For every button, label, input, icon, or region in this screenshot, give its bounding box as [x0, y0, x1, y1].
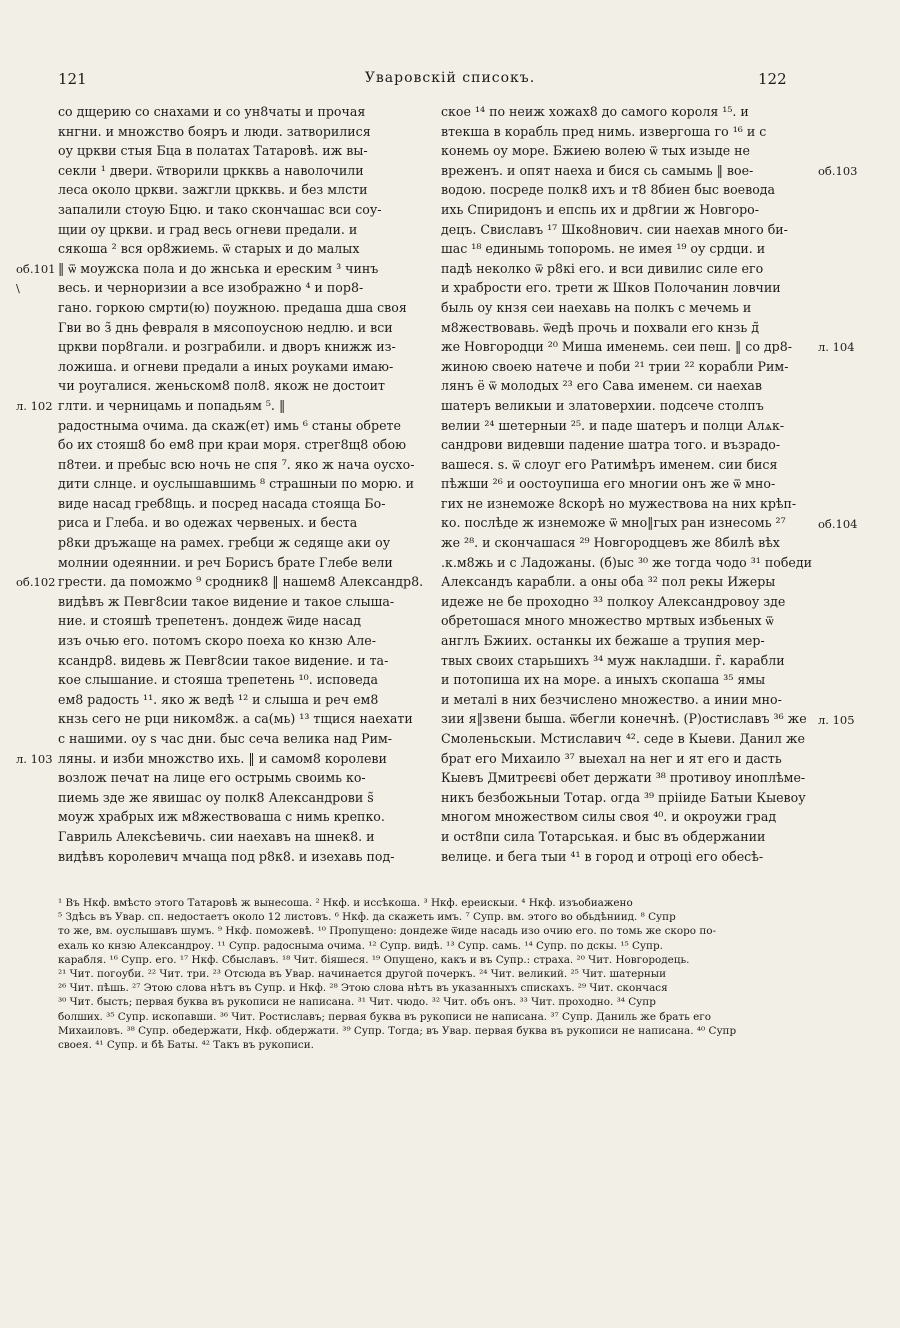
text-line: и потопиша их на море. а иныхъ скопаша ³⁵ ямы: [441, 672, 766, 688]
footnote-line: болших. ³⁵ Супр. ископавши. ³⁶ Чит. Ростиславъ; первая буква въ рукописи не написана. ³⁷ Супр. Даниль же брать его: [58, 1010, 711, 1023]
text-line: и металі в них безчислено множество. а инии мно-: [441, 691, 782, 707]
text-line: конемь оу море. Бжиею волею ѿ тых изыде не: [441, 143, 751, 159]
footnote-line: ⁵ Здѣсь въ Увар. сп. недостаетъ около 12 листовъ. ⁶ Нкф. да скажеть имъ. ⁷ Супр. вм. этого во обьдѣниид. ⁸ Супр: [58, 911, 676, 924]
text-line: чи роугалися. женьском8 пол8. якож не достоит: [58, 378, 386, 394]
text-line: грести. да поможмо ⁹ сродник8 ‖ нашем8 Александр8.: [58, 574, 424, 590]
text-line: возлож печат на лице его острымь своимь ко-: [58, 770, 366, 786]
text-line: секли ¹ двери. ѿтворили цркквь а наволочили: [58, 162, 364, 178]
text-line: падѣ неколко ѿ р8кі его. и вси дивилис силе его: [441, 260, 764, 276]
text-line: риса и Глеба. и во одежах червеных. и беста: [58, 515, 358, 531]
text-line: и ост8пи сила Тотарськая. и быс въ обдержании: [441, 828, 766, 844]
text-line: изъ очью его. потомъ скоро поеха ко кнзю Але-: [58, 633, 376, 649]
text-line: м8жествовавь. ѿедѣ прочь и похвали его кнзь д̃: [441, 319, 759, 335]
footnote-line: Михаиловъ. ³⁸ Супр. обедержати, Нкф. обдержати. ³⁹ Супр. Тогда; въ Увар. первая буква въ рукописи не написана. ⁴⁰ Супр: [58, 1024, 737, 1037]
text-line: лянъ ё ѿ молодых ²³ его Сава именем. си наехав: [441, 378, 762, 394]
text-line: же ²⁸. и скончашася ²⁹ Новгородцевъ же 8билѣ вѣх: [441, 535, 780, 551]
text-line: Кыевъ Дмитреєві обет держати ³⁸ противоу иноплѣме-: [441, 770, 806, 786]
text-line: ксандр8. видевь ж Певг8сии такое видение. и та-: [58, 652, 389, 668]
text-line: шатеръ великыи и златоверхии. подсече столпъ: [441, 397, 764, 413]
folio-marker: л. 104: [818, 340, 855, 355]
text-line: кнгни. и множство бояръ и люди. затворилися: [58, 123, 371, 139]
text-line: водою. посреде полк8 ихъ и т8 8биен быс воевода: [441, 182, 776, 198]
footnote-line: карабля. ¹⁶ Супр. его. ¹⁷ Нкф. Сбыславъ. ¹⁸ Чит. біяшеся. ¹⁹ Опущено, какъ и въ Супр.: страха. ²⁰ Чит. Новгородець.: [58, 953, 690, 966]
text-line: .к.м8жь и с Ладожаны. (б)ыс ³⁰ же тогда чодо ³¹ победи: [441, 554, 813, 570]
text-line: вреженъ. и опят наеха и бися сь самымь ‖ вое-: [441, 162, 754, 178]
text-line: виде насад греб8щь. и посред насада стояща Бо-: [58, 495, 386, 511]
text-line: велице. и бега тыи ⁴¹ в город и отроці его обесѣ-: [441, 848, 764, 864]
text-line: гано. горкою смрти(ю) поужною. предаша дша своя: [58, 299, 407, 315]
text-line: велии ²⁴ шетерныи ²⁵. и паде шатеръ и полци Алѧк-: [441, 417, 785, 433]
text-line: и храбрости его. трети ж Шков Полочанин ловчии: [441, 280, 781, 296]
text-line: децъ. Свиславъ ¹⁷ Шко8нович. сии наехав много би-: [441, 221, 788, 237]
text-line: глти. и черницамь и попадьям ⁵. ‖: [58, 397, 286, 413]
text-line: ние. и стояшѣ трепетенъ. дондеж ѿиде насад: [58, 613, 361, 629]
text-line: брат его Михаило ³⁷ выехал на нег и ят его и дасть: [441, 750, 782, 766]
text-line: бо их стояш8 бо ем8 при краи моря. стрег8щ8 обою: [58, 437, 407, 453]
text-line: р8ки дръжаще на рамех. гребци ж седяще аки оу: [58, 535, 391, 551]
text-line: с нашими. оу s час дни. быс сеча велика над Рим-: [58, 731, 393, 746]
text-line: со дщерию со снахами и со ун8чаты и прочая: [58, 104, 366, 119]
footnote-line: своея. ⁴¹ Супр. и бѣ Баты. ⁴² Такъ въ рукописи.: [58, 1038, 314, 1051]
text-line: сандрови видевши падение шатра того. и възрадо-: [441, 437, 781, 453]
folio-marker: л. 105: [818, 712, 855, 727]
text-line: вашеся. s. ѿ слоуг его Ратимѣръ именем. сии бися: [441, 456, 778, 472]
text-line: никъ безбожьныи Тотар. огда ³⁹ прііиде Батыи Кыевоу: [441, 789, 806, 805]
footnote-line: ¹ Въ Нкф. вмѣсто этого Татаровѣ ж вынесоша. ² Нкф. и иссѣкоша. ³ Нкф. ереискыи. ⁴ Нкф. изъобиажено: [58, 897, 633, 909]
text-line: видѣвъ королевич мчаща под р8к8. и изехавь под-: [58, 848, 395, 864]
text-line: кнзь сего не рци ником8ж. а са(мь) ¹³ тщися наехати: [58, 711, 413, 727]
footnote-line: ²¹ Чит. погоуби. ²² Чит. три. ²³ Отсюда въ Увар. начинается другой почеркъ. ²⁴ Чит. великий. ²⁵ Чит. шатерныи: [58, 967, 666, 980]
text-line: леса около цркви. зажгли цркквь. и без млсти: [58, 182, 368, 198]
text-line: ложиша. и огневи предали а иных роуками имаю-: [58, 358, 394, 374]
text-line: моуж храбрых иж м8жествоваша с нимь крепко.: [58, 809, 385, 825]
text-line: многом множеством силы своя ⁴⁰. и окроужи град: [441, 809, 777, 825]
text-line: Александъ карабли. а оны оба ³² пол рекы Ижеры: [441, 574, 776, 590]
text-line: Смоленьскыи. Мстиславич ⁴². седе в Кыеви. Данил же: [441, 731, 805, 746]
right-text-column: [441, 102, 813, 866]
text-line: щии оу цркви. и град весь огневи предали. и: [58, 221, 358, 237]
text-line: гих не изнеможе 8скорѣ но мужествова на них крѣп-: [441, 495, 797, 511]
text-line: ‖ ѿ моужска пола и до жнська и ереским ³ чинъ: [58, 260, 379, 276]
folio-marker: об.103: [818, 163, 858, 178]
text-line: Гавриль Алексѣевичь. сии наехавъ на шнек8. и: [58, 828, 375, 844]
text-line: втекша в корабль пред нимь. извергоша го ¹⁶ и с: [441, 123, 767, 139]
text-line: ихь Спиридонъ и епспь их и др8гии ж Новгоро-: [441, 201, 759, 217]
text-line: идеже не бе проходно ³³ полкоу Александровоу зде: [441, 593, 786, 609]
folio-marker: л. 103: [16, 751, 53, 766]
left-text-column: [58, 102, 433, 866]
page-number-left: 121: [58, 70, 87, 88]
text-line: шас ¹⁸ единымь топоромь. не имея ¹⁹ оу срдци. и: [441, 241, 766, 257]
text-line: ко. послѣде ж изнеможе ѿ мно‖гых ран изнесомь ²⁷: [441, 515, 786, 531]
running-title: Уваровскій списокъ.: [364, 70, 536, 86]
footnotes-block: [58, 896, 818, 1052]
text-line: оу цркви стыя Бца в полатах Татаровѣ. иж вы-: [58, 143, 368, 159]
text-line: обретошася много множество мртвых избьеных ѿ: [441, 613, 774, 629]
text-line: радостныма очима. да скаж(ет) имь ⁶ станы обрете: [58, 417, 401, 433]
text-line: пиемь зде же явишас оу полк8 Александрови ѕ̃: [58, 789, 374, 805]
text-line: весь. и черноризии а все изображно ⁴ и пор8-: [58, 280, 364, 296]
folio-marker: об.102: [16, 575, 56, 590]
folio-marker: об.101: [16, 261, 56, 276]
footnote-line: ²⁶ Чит. пѣшь. ²⁷ Этою слова нѣтъ въ Супр. и Нкф. ²⁸ Этою слова нѣтъ въ указанныхъ спискахъ. ²⁹ Чит. скончася: [58, 982, 668, 995]
footnote-line: то же, вм. оуслышавъ шумъ. ⁹ Нкф. поможевѣ. ¹⁰ Пропущено: дондеже ѿиде насадь изо очию его. по томь же скоро по-: [58, 925, 717, 938]
page-number-right: 122: [758, 70, 787, 88]
text-line: твых своих старьшихъ ³⁴ муж накладши. г̃. карабли: [441, 652, 785, 668]
text-line: дити слнце. и оуслышавшимь ⁸ страшныи по морю. и: [58, 476, 414, 492]
text-line: ем8 радость ¹¹. яко ж ведѣ ¹² и слыша и реч ем8: [58, 691, 379, 707]
folio-marker: \: [16, 281, 20, 296]
text-line: же Новгородци ²⁰ Миша именемь. сеи пеш. ‖ со др8-: [441, 339, 793, 355]
text-line: англъ Бжиих. останкы их бежаше а трупия мер-: [441, 633, 765, 649]
text-line: молнии одеяннии. и реч Борисъ брате Глебе вели: [58, 554, 393, 570]
text-line: кое слышание. и стояша трепетень ¹⁰. исповеда: [58, 672, 378, 688]
text-line: зии я‖звени быша. ѿбегли конечнѣ. (Р)остиславъ ³⁶ же: [441, 711, 807, 727]
text-line: п8теи. и пребыс всю ночь не спя ⁷. яко ж нача оусхо-: [58, 456, 415, 472]
footnote-line: ехаль ко кнзю Александроу. ¹¹ Супр. радосныма очима. ¹² Супр. видѣ. ¹³ Супр. самь. ¹⁴ Супр. по дскы. ¹⁵ Супр.: [58, 939, 663, 952]
text-line: быль оу кнзя сеи наехавь на полкъ с мечемь и: [441, 299, 752, 315]
text-line: пѣжши ²⁶ и оостоупиша его многии онъ же ѿ мно-: [441, 476, 776, 492]
text-line: Гви во з̃ днь февраля в мясопоусною недлю. и вси: [58, 319, 393, 335]
text-line: сякоша ² вся ор8жиемь. ѿ старых и до малых: [58, 241, 360, 257]
text-line: видѣвъ ж Певг8сии такое видение и такое слыша-: [58, 593, 395, 609]
text-line: цркви пор8гали. и розграбили. и дворъ книжж из-: [58, 339, 396, 355]
text-line: запалили стоую Бцю. и тако скончашас вси соу-: [58, 201, 382, 217]
text-line: ское ¹⁴ по неиж хожах8 до самого короля ¹⁵. и: [441, 104, 749, 119]
text-line: жиною своею натече и поби ²¹ трии ²² корабли Рим-: [441, 358, 789, 374]
folio-marker: л. 102: [16, 399, 53, 413]
footnote-line: ³⁰ Чит. бысть; первая буква въ рукописи не написана. ³¹ Чит. чюдо. ³² Чит. объ онъ. ³³ Чит. проходно. ³⁴ Супр: [58, 996, 656, 1009]
text-line: ляны. и изби множство ихь. ‖ и самом8 королеви: [58, 750, 387, 766]
folio-marker: об.104: [818, 516, 858, 531]
